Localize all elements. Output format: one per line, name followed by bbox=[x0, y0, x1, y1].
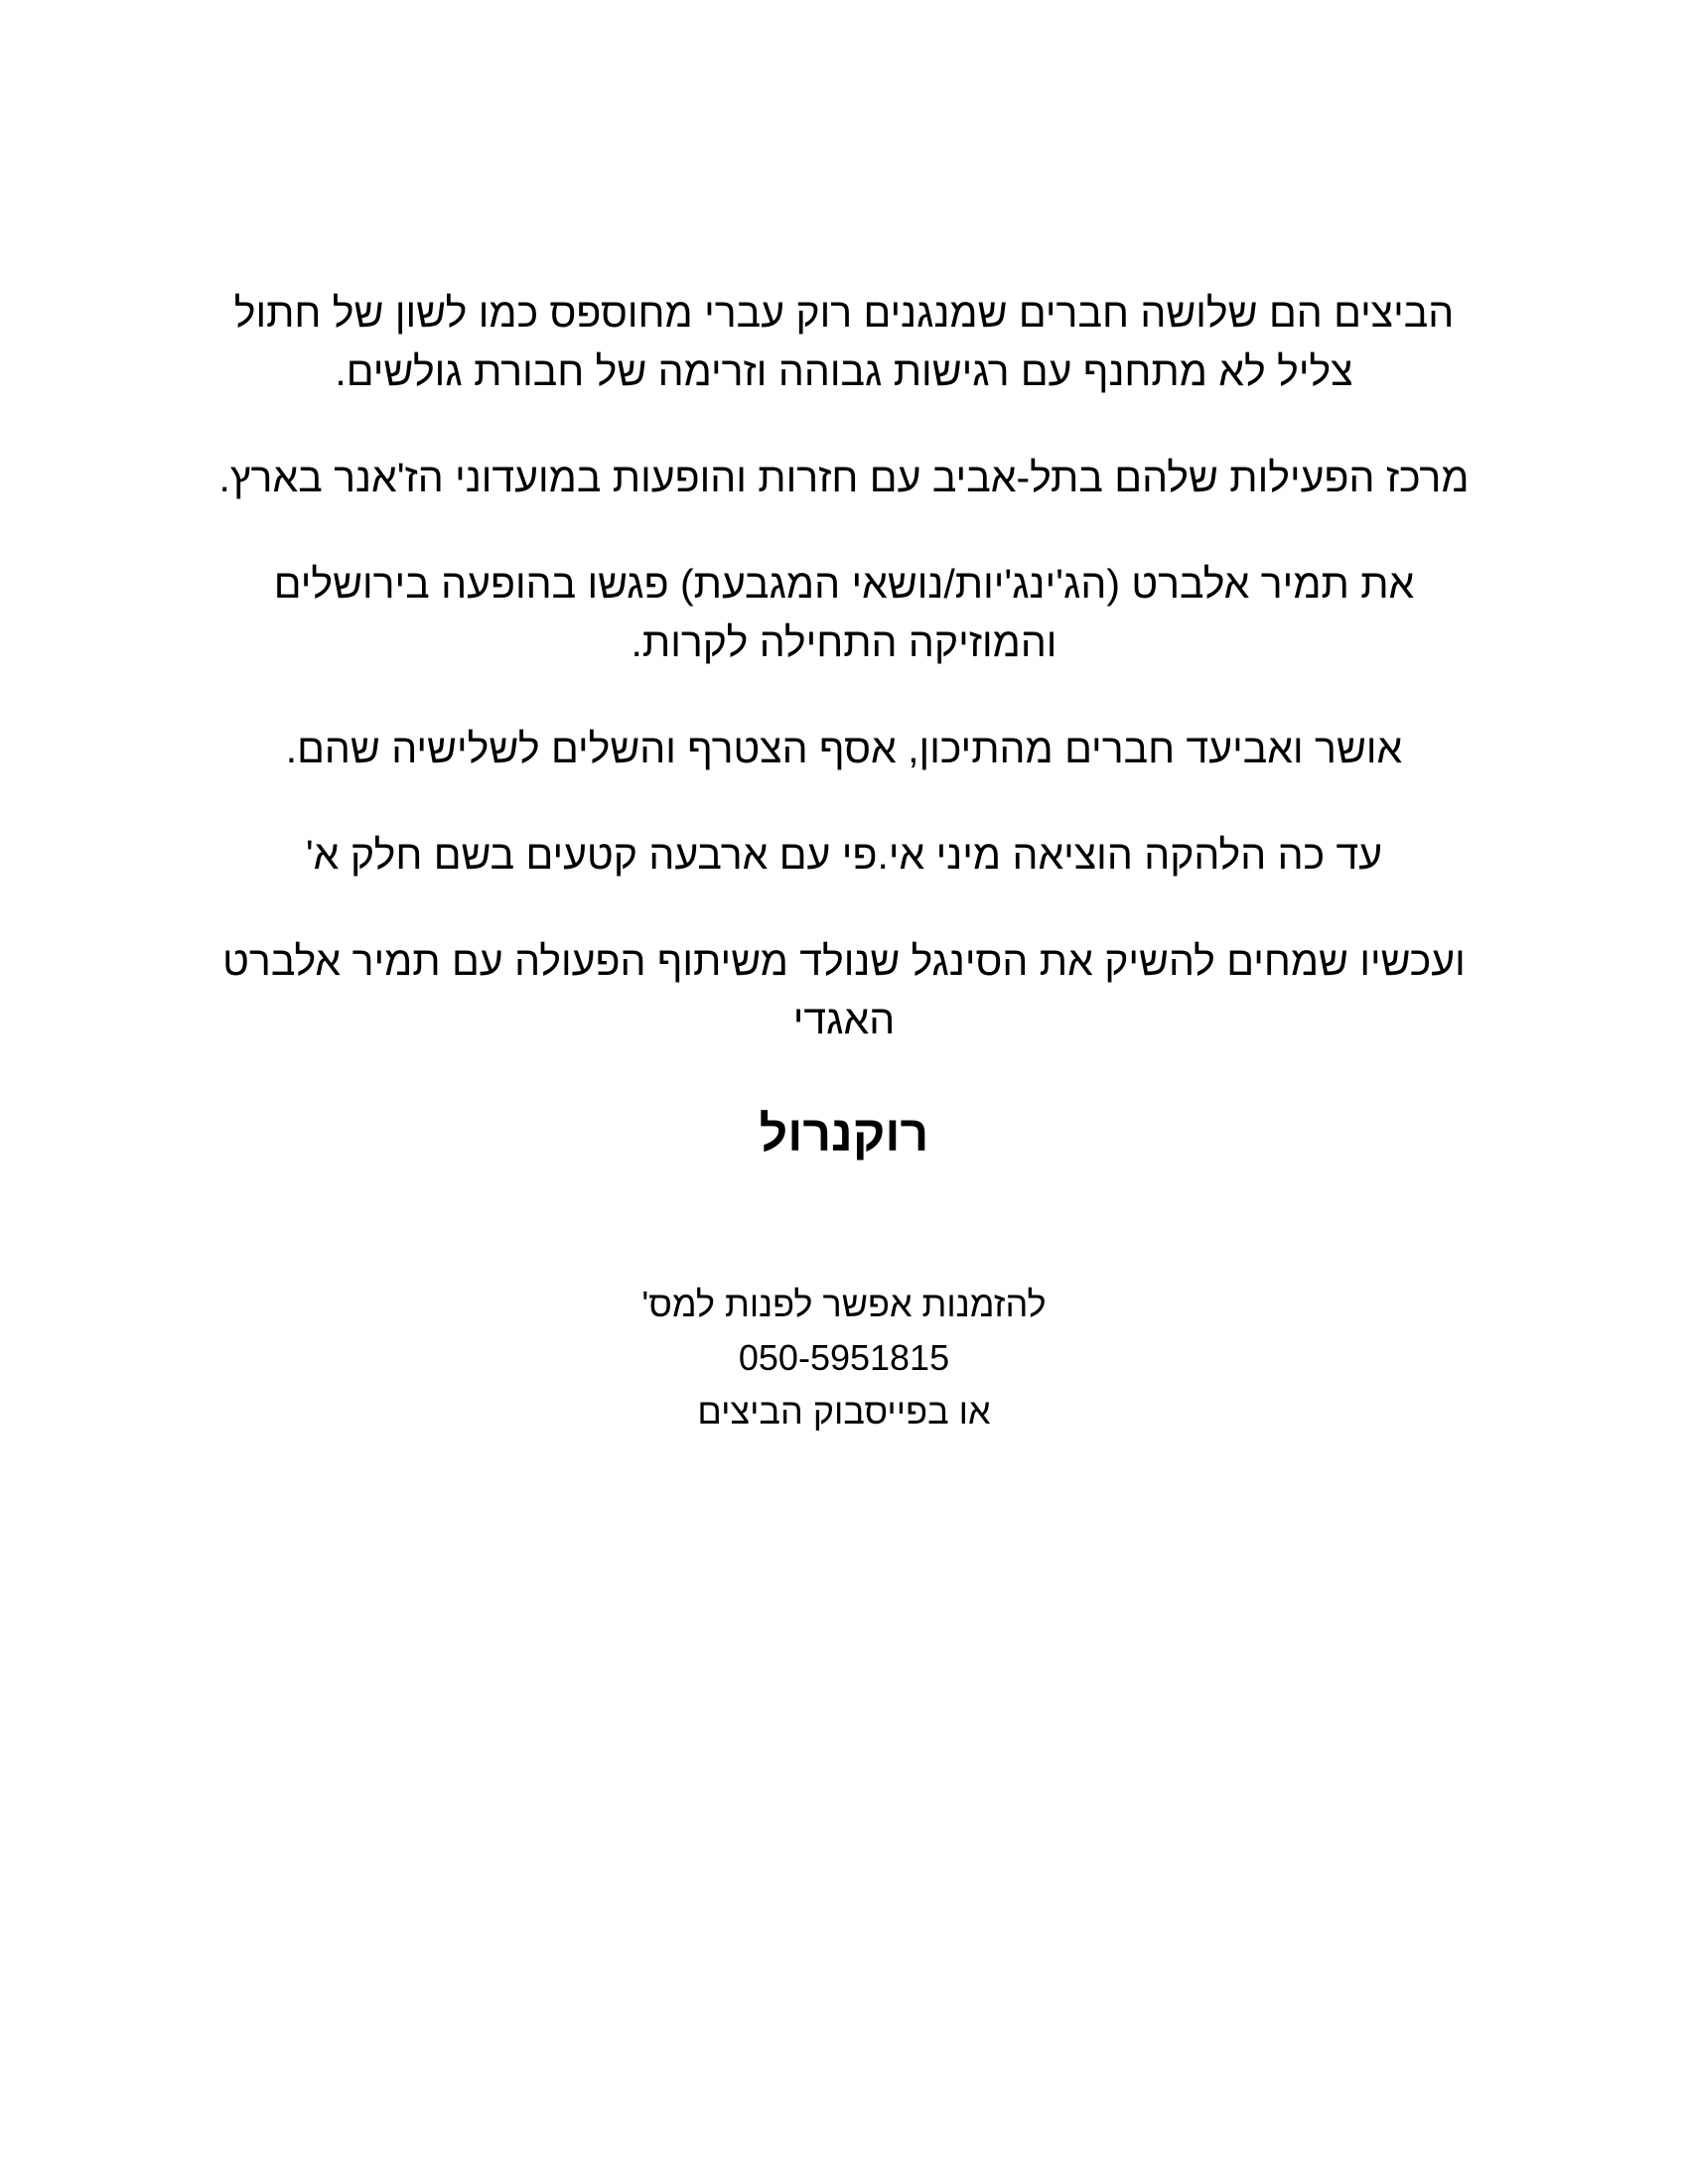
booking-label: להזמנות אפשר לפנות למס' bbox=[641, 1284, 1047, 1324]
paragraph-mini-ep: עד כה הלהקה הוציאה מיני אי.פי עם ארבעה קטעים בשם חלק א' bbox=[305, 832, 1383, 878]
document-body bbox=[199, 284, 1489, 1438]
paragraph-tamir-albert: את תמיר אלברט (הג'ינג'יות/נושאי המגבעת) פגשו בהופעה בירושלים והמוזיקה התחילה לקרות. bbox=[273, 561, 1415, 665]
paragraph-intro: הביצים הם שלושה חברים שמנגנים רוק עברי מחוספס כמו לשון של חתול צליל לא מתחנף עם רגישות גבוהה וזרימה של חבורת גולשים. bbox=[233, 290, 1455, 394]
contact-block bbox=[199, 1278, 1489, 1438]
paragraph-members: אושר ואביעד חברים מהתיכון, אסף הצטרף והשלים לשלישיה שהם. bbox=[285, 726, 1403, 771]
facebook-text: או בפייסבוק הביצים bbox=[697, 1391, 991, 1432]
phone-line bbox=[199, 1331, 1489, 1385]
paragraph-new-single: ועכשיו שמחים להשיק את הסינגל שנולד משיתוף הפעולה עם תמיר אלברט האגדי bbox=[222, 938, 1466, 1042]
phone-number: 050-5951815 bbox=[738, 1337, 950, 1378]
paragraph-activity-center: מרכז הפעילות שלהם בתל-אביב עם חזרות והופעות במועדוני הז'אנר בארץ. bbox=[218, 455, 1470, 500]
headline-rocknroll: רוקנרול bbox=[759, 1106, 929, 1161]
